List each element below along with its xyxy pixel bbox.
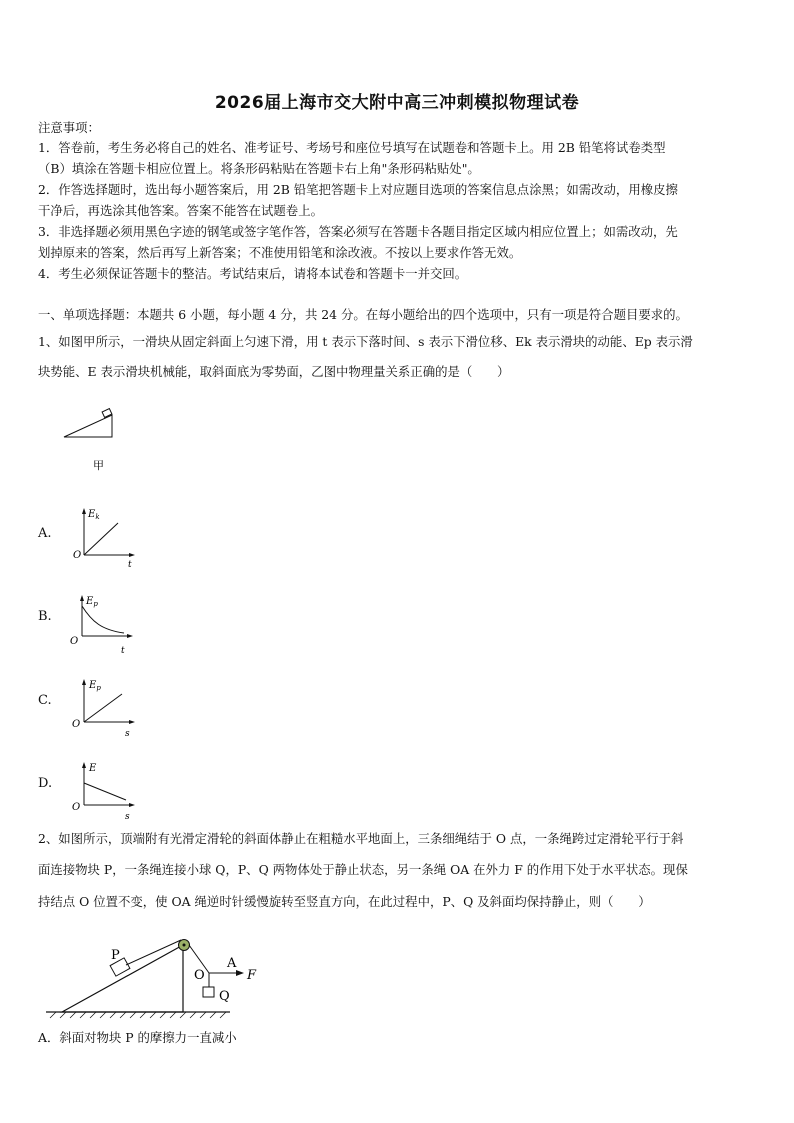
question-2-line-2: 面连接物块 P，一条绳连接小球 Q，P、Q 两物体处于静止状态，另一条绳 OA 在外力 F 的作用下处于水平状态。现保 (38, 862, 688, 877)
svg-text:O: O (72, 802, 81, 813)
svg-text:O: O (72, 719, 81, 730)
notice-line: （B）填涂在答题卡相应位置上。将条形码粘贴在答题卡右上角"条形码粘贴处"。 (38, 161, 480, 176)
question-1-line-2: 块势能、E 表示滑块机械能，取斜面底为零势面，乙图中物理量关系正确的是（ ） (38, 364, 510, 379)
option-d-letter: D. (38, 776, 53, 791)
figure-label-jia: 甲 (93, 459, 104, 472)
notice-line: 1．答卷前，考生务必将自己的姓名、准考证号、考场号和座位号填写在试题卷和答题卡上。用 2B 铅笔将试卷类型 (38, 140, 666, 155)
option-d-graph (70, 759, 140, 823)
svg-text:O: O (73, 550, 82, 561)
option-a-graph (70, 505, 140, 569)
svg-text:s: s (125, 729, 130, 739)
svg-text:Ep: $E_p$ (86, 596, 98, 608)
notice-line: 干净后，再选涂其他答案。答案不能答在试题卷上。 (38, 203, 323, 218)
question-2-line-3: 持结点 O 位置不变，使 OA 绳逆时针缓慢旋转至竖直方向，在此过程中，P、Q 及斜面均保持静止，则（ ） (38, 894, 651, 909)
svg-text:t: t (121, 646, 125, 656)
svg-text:A: A (227, 956, 237, 971)
svg-text:E: E (89, 763, 97, 774)
svg-text:O: O (194, 968, 205, 983)
svg-text:s: s (125, 812, 130, 822)
option-b-letter: B. (38, 609, 52, 624)
notice-heading: 注意事项： (38, 120, 100, 135)
notice-line: 划掉原来的答案，然后再写上新答案；不准使用铅笔和涂改液。不按以上要求作答无效。 (38, 245, 522, 260)
question-2-line-1: 2、如图所示，顶端附有光滑定滑轮的斜面体静止在粗糙水平地面上，三条细绳结于 O 点，一条绳跨过定滑轮平行于斜 (38, 831, 684, 846)
figure-jia-incline (60, 405, 130, 480)
svg-text:Ek: $E_k$ (88, 509, 100, 521)
page-title: 2026届上海市交大附中高三冲刺模拟物理试卷 (214, 93, 580, 113)
svg-text:Q: Q (219, 989, 230, 1004)
option-c-letter: C. (38, 693, 52, 708)
svg-text:P: P (111, 948, 120, 963)
svg-text:F: F (247, 968, 257, 983)
option-a-letter: A. (38, 526, 52, 541)
svg-text:O: O (70, 636, 79, 647)
figure-incline-pulley (38, 935, 278, 1020)
svg-text:Ep: $E_p$ (89, 680, 101, 692)
notice-line: 4．考生必须保证答题卡的整洁。考试结束后，请将本试卷和答题卡一并交回。 (38, 266, 468, 281)
notice-line: 2．作答选择题时，选出每小题答案后，用 2B 铅笔把答题卡上对应题目选项的答案信息点涂黑；如需改动，用橡皮擦 (38, 182, 678, 197)
option-b-graph (68, 592, 138, 656)
notice-line: 3．非选择题必须用黑色字迹的钢笔或签字笔作答，答案必须写在答题卡各题目指定区域内相应位置上；如需改动，先 (38, 224, 678, 239)
option-c-graph (70, 676, 140, 740)
svg-text:t: t (128, 560, 132, 569)
question-1-line-1: 1、如图甲所示，一滑块从固定斜面上匀速下滑，用 t 表示下落时间、s 表示下滑位移、Ek 表示滑块的动能、Ep 表示滑 (38, 334, 693, 349)
question-2-option-a: A．斜面对物块 P 的摩擦力一直减小 (38, 1030, 237, 1045)
section-heading: 一、单项选择题：本题共 6 小题，每小题 4 分，共 24 分。在每小题给出的四个选项中，只有一项是符合题目要求的。 (38, 307, 688, 322)
